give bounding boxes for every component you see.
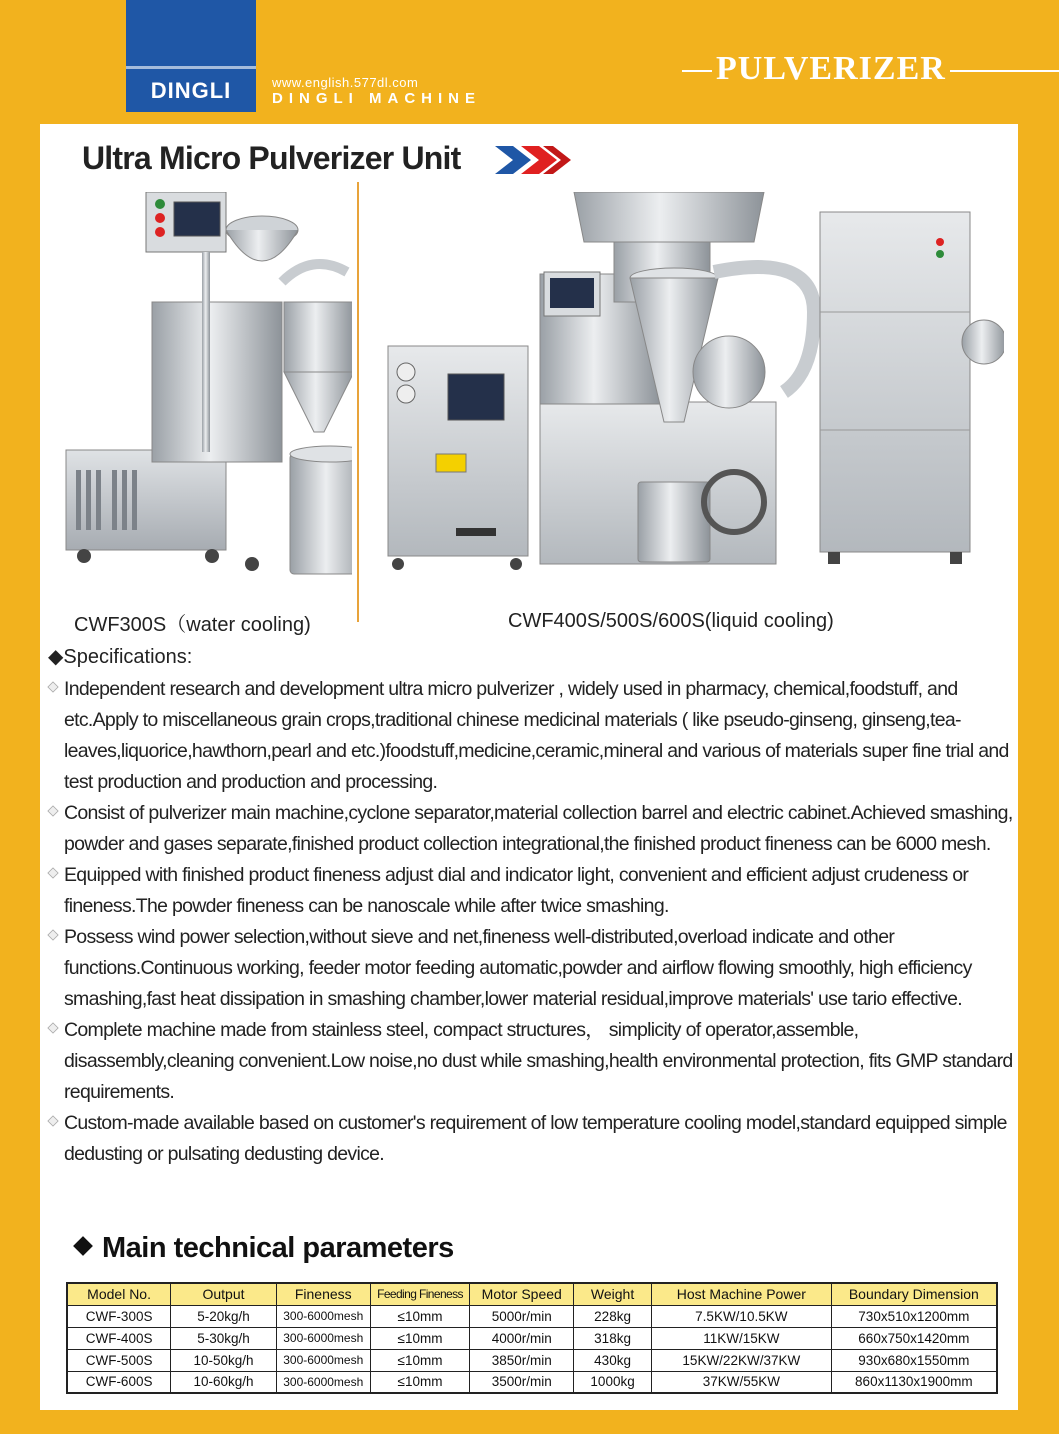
spec-item [48, 1015, 1018, 1108]
header-dimension: Boundary Dimension [831, 1283, 997, 1305]
cell: 300-6000mesh [276, 1327, 370, 1349]
specifications-list [48, 674, 1018, 1170]
cell: 660x750x1420mm [831, 1327, 997, 1349]
spec-item [48, 922, 1018, 1015]
cell: 5-20kg/h [171, 1305, 277, 1327]
cell: 430kg [574, 1349, 652, 1371]
cell: 930x680x1550mm [831, 1349, 997, 1371]
table-row [67, 1327, 997, 1349]
chevron-arrows-icon [495, 144, 575, 176]
cell: ≤10mm [370, 1349, 470, 1371]
table-row [67, 1349, 997, 1371]
spec-item-text: Equipped with finished product fineness adjust dial and indicator light, convenient and efficient adjust crudeness or fineness.The powder fineness can be nanoscale while after twice smashing. [64, 864, 969, 917]
cell: 4000r/min [470, 1327, 574, 1349]
cell: 300-6000mesh [276, 1349, 370, 1371]
diamond-bullet-icon [47, 681, 58, 692]
diamond-bullet-icon [47, 805, 58, 816]
logo-text: DINGLI [150, 78, 232, 103]
cell: 11KW/15KW [651, 1327, 831, 1349]
site-name: DINGLI MACHINE [272, 90, 481, 107]
site-url: www.english.577dl.com [272, 75, 419, 90]
spec-item [48, 798, 1018, 860]
cell: CWF-400S [67, 1327, 171, 1349]
params-title [76, 1232, 454, 1265]
cell: 10-50kg/h [171, 1349, 277, 1371]
table-header-row [67, 1283, 997, 1305]
cell: 5000r/min [470, 1305, 574, 1327]
diamond-icon [73, 1236, 93, 1256]
cell: 37KW/55KW [651, 1371, 831, 1393]
diamond-bullet-icon [47, 1115, 58, 1126]
cell: 300-6000mesh [276, 1305, 370, 1327]
cell: 7.5KW/10.5KW [651, 1305, 831, 1327]
cell: CWF-300S [67, 1305, 171, 1327]
cell: 5-30kg/h [171, 1327, 277, 1349]
cell: CWF-500S [67, 1349, 171, 1371]
cwf400s-600s-machine-image [384, 192, 1004, 592]
table-row [67, 1305, 997, 1327]
cell: ≤10mm [370, 1327, 470, 1349]
cell: 860x1130x1900mm [831, 1371, 997, 1393]
header-model: Model No. [67, 1283, 171, 1305]
header-feeding-fineness: Feeding Fineness [370, 1283, 470, 1305]
spec-item-text: Custom-made available based on customer's requirement of low temperature cooling model,standard equipped simple dedusting or pulsating dedusting device. [64, 1112, 1007, 1165]
cell: 3850r/min [470, 1349, 574, 1371]
table-row [67, 1371, 997, 1393]
cell: 1000kg [574, 1371, 652, 1393]
cell: 730x510x1200mm [831, 1305, 997, 1327]
cell: 3500r/min [470, 1371, 574, 1393]
diamond-bullet-icon [47, 1022, 58, 1033]
category-title: PULVERIZER [712, 50, 950, 88]
spec-item [48, 1108, 1018, 1170]
left-product-caption: CWF300S（water cooling) [74, 614, 311, 636]
diamond-bullet-icon [47, 867, 58, 878]
cwf300s-machine-image [62, 192, 352, 592]
header-weight: Weight [574, 1283, 652, 1305]
specifications-title: ◆Specifications: [48, 646, 193, 668]
cell: 228kg [574, 1305, 652, 1327]
header-host-power: Host Machine Power [651, 1283, 831, 1305]
cell: CWF-600S [67, 1371, 171, 1393]
right-product-caption: CWF400S/500S/600S(liquid cooling) [508, 610, 834, 632]
spec-item [48, 674, 1018, 798]
page-title: Ultra Micro Pulverizer Unit [82, 140, 461, 176]
cell: 15KW/22KW/37KW [651, 1349, 831, 1371]
cell: 10-60kg/h [171, 1371, 277, 1393]
spec-item-text: Consist of pulverizer main machine,cyclone separator,material collection barrel and electric cabinet.Achieved smashing, powder and gases separate,finished product collection integrational,the finished product fineness can be 6000 mesh. [64, 802, 1013, 855]
spec-item [48, 860, 1018, 922]
cell: 318kg [574, 1327, 652, 1349]
spec-item-text: Complete machine made from stainless steel, compact structures， simplicity of operator,assemble, disassembly,cleaning convenient.Low noise,no dust while smashing,health environmental protection, fits GMP standard requirements. [64, 1019, 1013, 1103]
product-divider [357, 182, 359, 622]
header-motor-speed: Motor Speed [470, 1283, 574, 1305]
logo [126, 0, 256, 112]
content-panel [40, 124, 1018, 1410]
cell: ≤10mm [370, 1371, 470, 1393]
spec-item-text: Possess wind power selection,without sieve and net,fineness well-distributed,overload indicate and other functions.Continuous working, feeder motor feeding automatic,powder and airflow flowing smoothly, high efficiency smashing,fast heat dissipation in smashing chamber,lower material residual,improve materials' use tario effective. [64, 926, 972, 1010]
logo-stripe [126, 66, 256, 69]
header-output: Output [171, 1283, 277, 1305]
params-table [66, 1282, 998, 1394]
header-fineness: Fineness [276, 1283, 370, 1305]
params-title-text: Main technical parameters [102, 1232, 454, 1264]
spec-item-text: Independent research and development ultra micro pulverizer , widely used in pharmacy, chemical,foodstuff, and etc.Apply to miscellaneous grain crops,traditional chinese medicinal materials ( like pseudo-ginseng, ginseng,tea-leaves,liquorice,hawthorn,pearl and etc.)foodstuff,medicine,ceramic,mineral and various of materials super fine trial and test production and production and processing. [64, 678, 1009, 793]
diamond-bullet-icon [47, 929, 58, 940]
cell: 300-6000mesh [276, 1371, 370, 1393]
cell: ≤10mm [370, 1305, 470, 1327]
